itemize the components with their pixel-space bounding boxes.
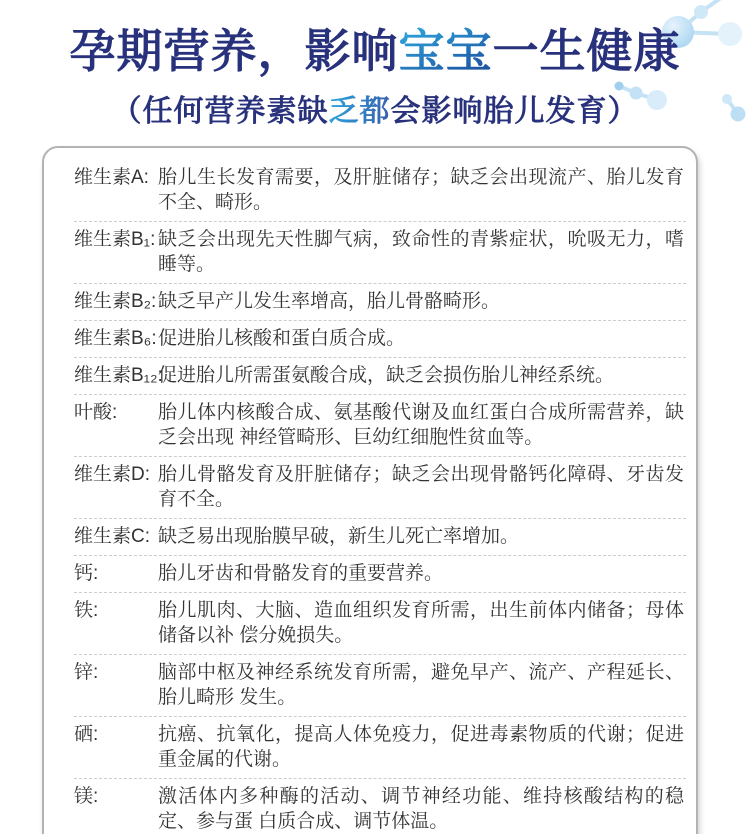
nutrient-description: 促进胎儿核酸和蛋白质合成。 <box>158 327 406 349</box>
nutrient-description: 胎儿体内核酸合成、氨基酸代谢及血红蛋白合成所需营养，缺乏会出现 神经管畸形、巨幼红细胞性贫血等。 <box>158 401 684 448</box>
nutrient-description: 胎儿骨骼发育及肝脏储存；缺乏会出现骨骼钙化障碍、牙齿发育不全。 <box>158 463 684 510</box>
nutrient-description: 缺乏会出现先天性脚气病，致命性的青紫症状，吮吸无力，嗜睡等。 <box>158 228 684 275</box>
table-row-vitamin-c <box>74 519 686 556</box>
title-part1: 孕期营养，影响 <box>69 25 399 77</box>
table-row-vitamin-b2 <box>74 284 686 321</box>
page-title <box>0 26 750 78</box>
nutrient-description: 脑部中枢及神经系统发育所需，避免早产、流产、产程延长、胎儿畸形 发生。 <box>158 661 684 708</box>
nutrient-label: 镁: <box>74 785 99 807</box>
title-part2: 一生健康 <box>492 25 681 77</box>
subtitle-part1: （任何营养素缺 <box>111 94 329 128</box>
nutrient-description: 胎儿肌肉、大脑、造血组织发育所需，出生前体内储备；母体储备以补 偿分娩损失。 <box>158 599 684 646</box>
nutrient-description: 缺乏早产儿发生率增高，胎儿骨骼畸形。 <box>158 290 501 312</box>
nutrient-label: 叶酸: <box>74 401 118 423</box>
table-row-iron <box>74 593 686 655</box>
table-row-vitamin-b1 <box>74 222 686 284</box>
header <box>0 0 750 130</box>
table-row-vitamin-b6 <box>74 321 686 358</box>
table-row-vitamin-a <box>74 160 686 222</box>
table-row-zinc <box>74 655 686 717</box>
nutrient-label: 钙: <box>74 562 99 584</box>
nutrient-label: 维生素B₂: <box>74 290 157 312</box>
nutrient-description: 激活体内多种酶的活动、调节神经功能、维持核酸结构的稳定、参与蛋 白质合成、调节体温。 <box>158 785 684 832</box>
nutrient-label: 维生素D: <box>74 463 151 485</box>
subtitle-part2: 会影响胎儿发育） <box>390 94 639 128</box>
nutrient-label: 铁: <box>74 599 99 621</box>
table-row-vitamin-d <box>74 457 686 519</box>
nutrient-description: 缺乏易出现胎膜早破，新生儿死亡率增加。 <box>158 525 520 547</box>
title-highlight: 宝宝 <box>398 25 493 77</box>
nutrient-label: 维生素B₆: <box>74 327 157 349</box>
nutrition-table <box>42 146 698 834</box>
nutrient-label: 维生素B₁: <box>74 228 156 250</box>
nutrient-label: 维生素B₁₂: <box>74 364 163 386</box>
nutrient-label: 维生素A: <box>74 166 149 188</box>
nutrient-description: 胎儿生长发育需要，及肝脏储存；缺乏会出现流产、胎儿发育不全、畸形。 <box>158 166 684 213</box>
nutrient-description: 胎儿牙齿和骨骼发育的重要营养。 <box>158 562 444 584</box>
nutrient-label: 锌: <box>74 661 99 683</box>
nutrient-label: 维生素C: <box>74 525 151 547</box>
nutrient-label: 硒: <box>74 723 99 745</box>
table-row-selenium <box>74 717 686 779</box>
nutrient-description: 促进胎儿所需蛋氨酸合成，缺乏会损伤胎儿神经系统。 <box>158 364 615 386</box>
table-row-magnesium <box>74 779 686 834</box>
table-row-vitamin-b12 <box>74 358 686 395</box>
subtitle-highlight: 乏都 <box>328 94 391 128</box>
nutrient-description: 抗癌、抗氧化，提高人体免疫力，促进毒素物质的代谢；促进重金属的代谢。 <box>158 723 684 770</box>
page-subtitle <box>0 86 750 130</box>
table-row-calcium <box>74 556 686 593</box>
table-row-folic-acid <box>74 395 686 457</box>
